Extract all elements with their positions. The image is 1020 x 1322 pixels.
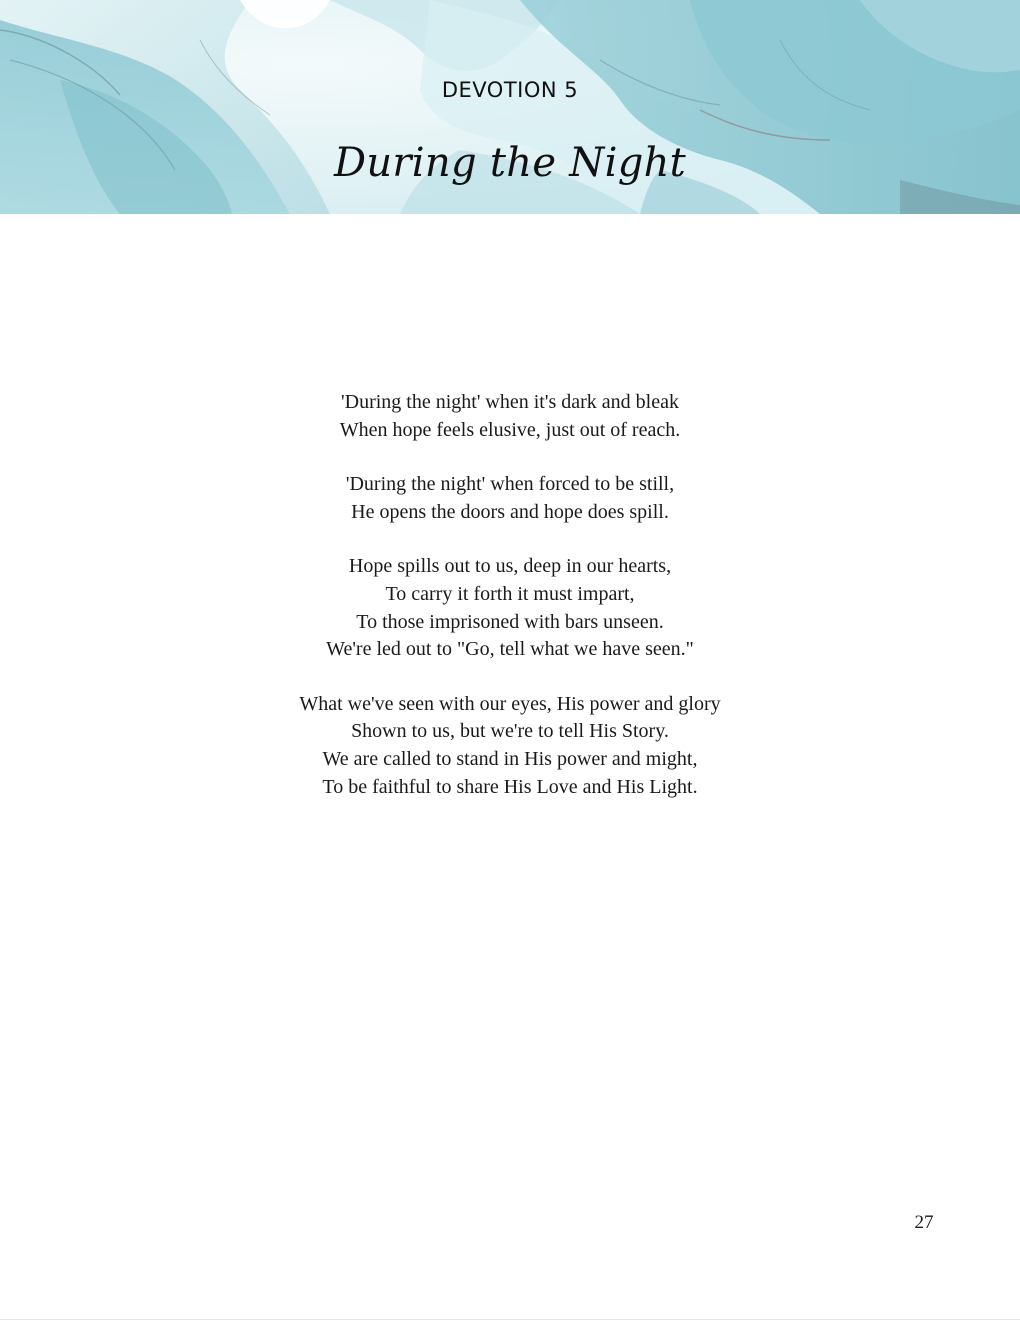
poem-stanza-3 bbox=[0, 553, 1020, 663]
poem-stanza-1 bbox=[0, 389, 1020, 444]
poem-line: To be faithful to share His Love and His Light. bbox=[322, 775, 698, 798]
bottom-divider bbox=[0, 1319, 1020, 1320]
poem-line: Hope spills out to us, deep in our hearts, bbox=[348, 555, 672, 578]
poem-line: When hope feels elusive, just out of reach. bbox=[339, 418, 681, 441]
devotion-kicker: DEVOTION 5 bbox=[441, 78, 579, 102]
poem-line: To those imprisoned with bars unseen. bbox=[356, 610, 664, 633]
poem bbox=[0, 389, 1020, 828]
poem-line: To carry it forth it must impart, bbox=[385, 582, 635, 605]
poem-line: He opens the doors and hope does spill. bbox=[351, 500, 669, 523]
poem-line: What we've seen with our eyes, His power and glory bbox=[299, 692, 721, 715]
poem-line: 'During the night' when it's dark and bleak bbox=[341, 391, 679, 413]
page-number: 27 bbox=[914, 1212, 934, 1233]
poem-line: We're led out to "Go, tell what we have seen." bbox=[326, 638, 694, 661]
poem-line: Shown to us, but we're to tell His Story. bbox=[351, 720, 669, 743]
page-title: During the Night bbox=[333, 140, 687, 186]
poem-stanza-4 bbox=[0, 691, 1020, 801]
poem-stanza-2 bbox=[0, 471, 1020, 526]
watercolor-banner bbox=[0, 0, 1020, 214]
poem-line: 'During the night' when forced to be still, bbox=[345, 473, 675, 496]
poem-line: We are called to stand in His power and might, bbox=[322, 747, 698, 770]
